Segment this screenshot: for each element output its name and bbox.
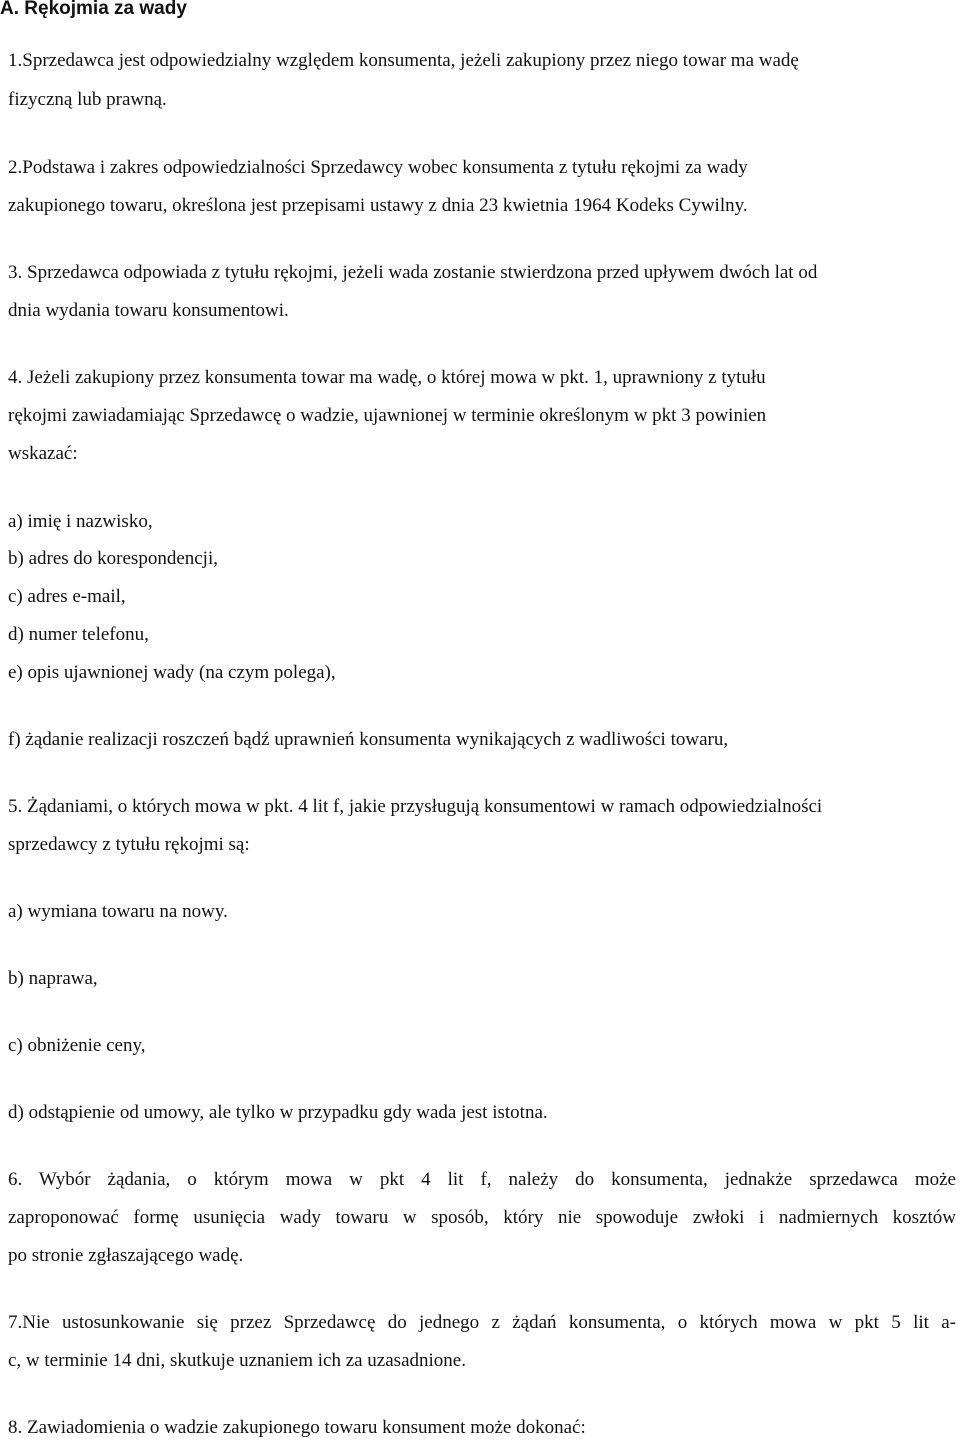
paragraph-4-line-1: 4. Jeżeli zakupiony przez konsumenta towar ma wadę, o której mowa w pkt. 1, uprawniony z tytułu [8, 367, 766, 388]
paragraph-3-line-2: dnia wydania towaru konsumentowi. [8, 300, 289, 321]
list-item: b) naprawa, [8, 968, 98, 989]
list-item: b) adres do korespondencji, [8, 548, 218, 569]
paragraph-1-line-1: 1.Sprzedawca jest odpowiedzialny względem konsumenta, jeżeli zakupiony przez niego towar ma wadę [8, 50, 799, 71]
paragraph-2-line-2: zakupionego towaru, określona jest przepisami ustawy z dnia 23 kwietnia 1964 Kodeks Cywilny. [8, 195, 748, 216]
list-item: a) wymiana towaru na nowy. [8, 901, 228, 922]
paragraph-7-line-1: 7.Nie ustosunkowanie się przez Sprzedawcę do jednego z żądań konsumenta, o których mowa w pkt 5 lit a- [8, 1312, 956, 1333]
list-item: c) obniżenie ceny, [8, 1035, 146, 1056]
paragraph-3-line-1: 3. Sprzedawca odpowiada z tytułu rękojmi, jeżeli wada zostanie stwierdzona przed upływem dwóch lat od [8, 262, 818, 283]
list-item: f) żądanie realizacji roszczeń bądź uprawnień konsumenta wynikających z wadliwości towaru, [8, 729, 729, 750]
paragraph-5-line-1: 5. Żądaniami, o których mowa w pkt. 4 lit f, jakie przysługują konsumentowi w ramach odpowiedzialności [8, 796, 823, 817]
list-item: a) imię i nazwisko, [8, 511, 153, 532]
paragraph-5-line-2: sprzedawcy z tytułu rękojmi są: [8, 834, 250, 855]
paragraph-6-line-2: zaproponować formę usunięcia wady towaru w sposób, który nie spowoduje zwłoki i nadmiernych kosztów [8, 1207, 956, 1228]
paragraph-7-line-2: c, w terminie 14 dni, skutkuje uznaniem ich za uzasadnione. [8, 1350, 466, 1371]
paragraph-4-line-2: rękojmi zawiadamiając Sprzedawcę o wadzie, ujawnionej w terminie określonym w pkt 3 powinien [8, 405, 767, 426]
list-item: d) numer telefonu, [8, 624, 149, 645]
paragraph-8-line-1: 8. Zawiadomienia o wadzie zakupionego towaru konsument może dokonać: [8, 1417, 586, 1438]
paragraph-6-line-3: po stronie zgłaszającego wadę. [8, 1245, 244, 1266]
section-heading: A. Rękojmia za wady [0, 0, 187, 19]
paragraph-6-line-1: 6. Wybór żądania, o którym mowa w pkt 4 lit f, należy do konsumenta, jednakże sprzedawca może [8, 1169, 956, 1190]
list-item: d) odstąpienie od umowy, ale tylko w przypadku gdy wada jest istotna. [8, 1102, 548, 1123]
paragraph-2-line-1: 2.Podstawa i zakres odpowiedzialności Sprzedawcy wobec konsumenta z tytułu rękojmi za wady [8, 157, 748, 178]
paragraph-4-line-3: wskazać: [8, 443, 78, 464]
list-item: c) adres e-mail, [8, 586, 126, 607]
list-item: e) opis ujawnionej wady (na czym polega), [8, 662, 336, 683]
paragraph-1-line-2: fizyczną lub prawną. [8, 89, 167, 110]
